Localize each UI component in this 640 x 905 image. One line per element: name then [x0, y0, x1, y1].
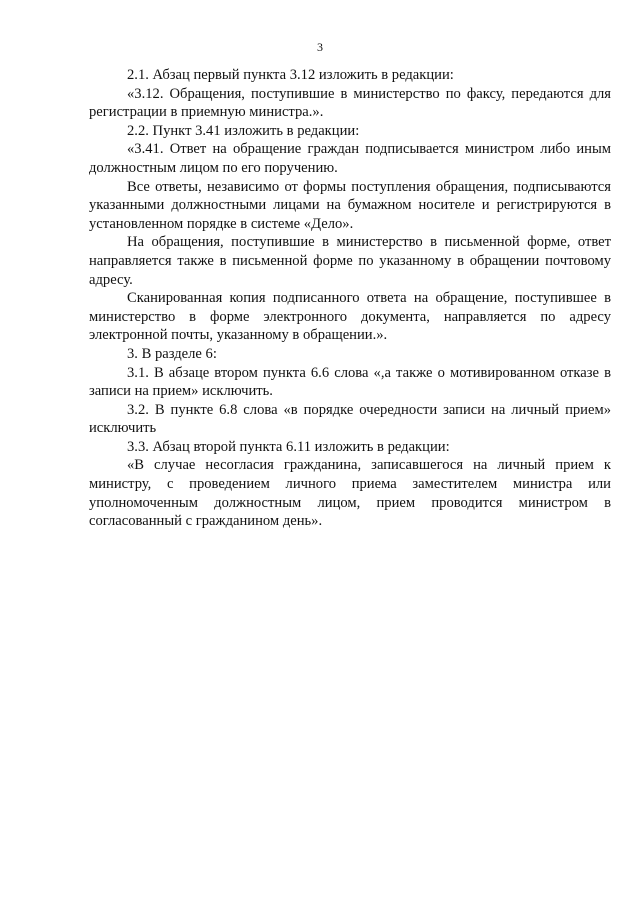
paragraph-all-answers: Все ответы, независимо от формы поступления обращения, подписываются указанными должностными лицами на бумажном носителе и регистрируются в установленном порядке в системе «Дело». — [89, 178, 611, 232]
paragraph-written-form: На обращения, поступившие в министерство в письменной форме, ответ направляется также в письменной форме по указанному в обращении почтовому адресу. — [89, 234, 611, 288]
paragraph-3-3: 3.3. Абзац второй пункта 6.11 изложить в редакции: — [127, 438, 450, 455]
paragraph-section-6: 3. В разделе 6: — [127, 345, 217, 362]
paragraph-3-1: 3.1. В абзаце втором пункта 6.6 слова «,а также о мотивированном отказе в записи на прием» исключить. — [89, 364, 611, 400]
page-number: 3 — [317, 40, 323, 54]
paragraph-2-2: 2.2. Пункт 3.41 изложить в редакции: — [127, 122, 360, 139]
paragraph-2-1: 2.1. Абзац первый пункта 3.12 изложить в редакции: — [127, 67, 454, 83]
paragraph-scanned-copy: Сканированная копия подписанного ответа на обращение, поступившее в министерство в форме электронного документа, направляется по адресу электронной почты, указанному в обращении.». — [89, 290, 611, 344]
paragraph-3-41-text: «3.41. Ответ на обращение граждан подписывается министром либо иным должностным лицом по его поручению. — [89, 141, 611, 176]
paragraph-3-2: 3.2. В пункте 6.8 слова «в порядке очередности записи на личный прием» исключить — [89, 401, 611, 437]
paragraph-disagreement: «В случае несогласия гражданина, записавшегося на личный прием к министру, с проведением личного приема заместителем министра или уполномоченным должностным лицом, прием проводится министром в согласованный с гражданином день». — [89, 457, 611, 530]
paragraph-3-12-text: «3.12. Обращения, поступившие в министерство по факсу, передаются для регистрации в приемную министра.». — [89, 85, 611, 121]
document-body — [89, 66, 611, 531]
